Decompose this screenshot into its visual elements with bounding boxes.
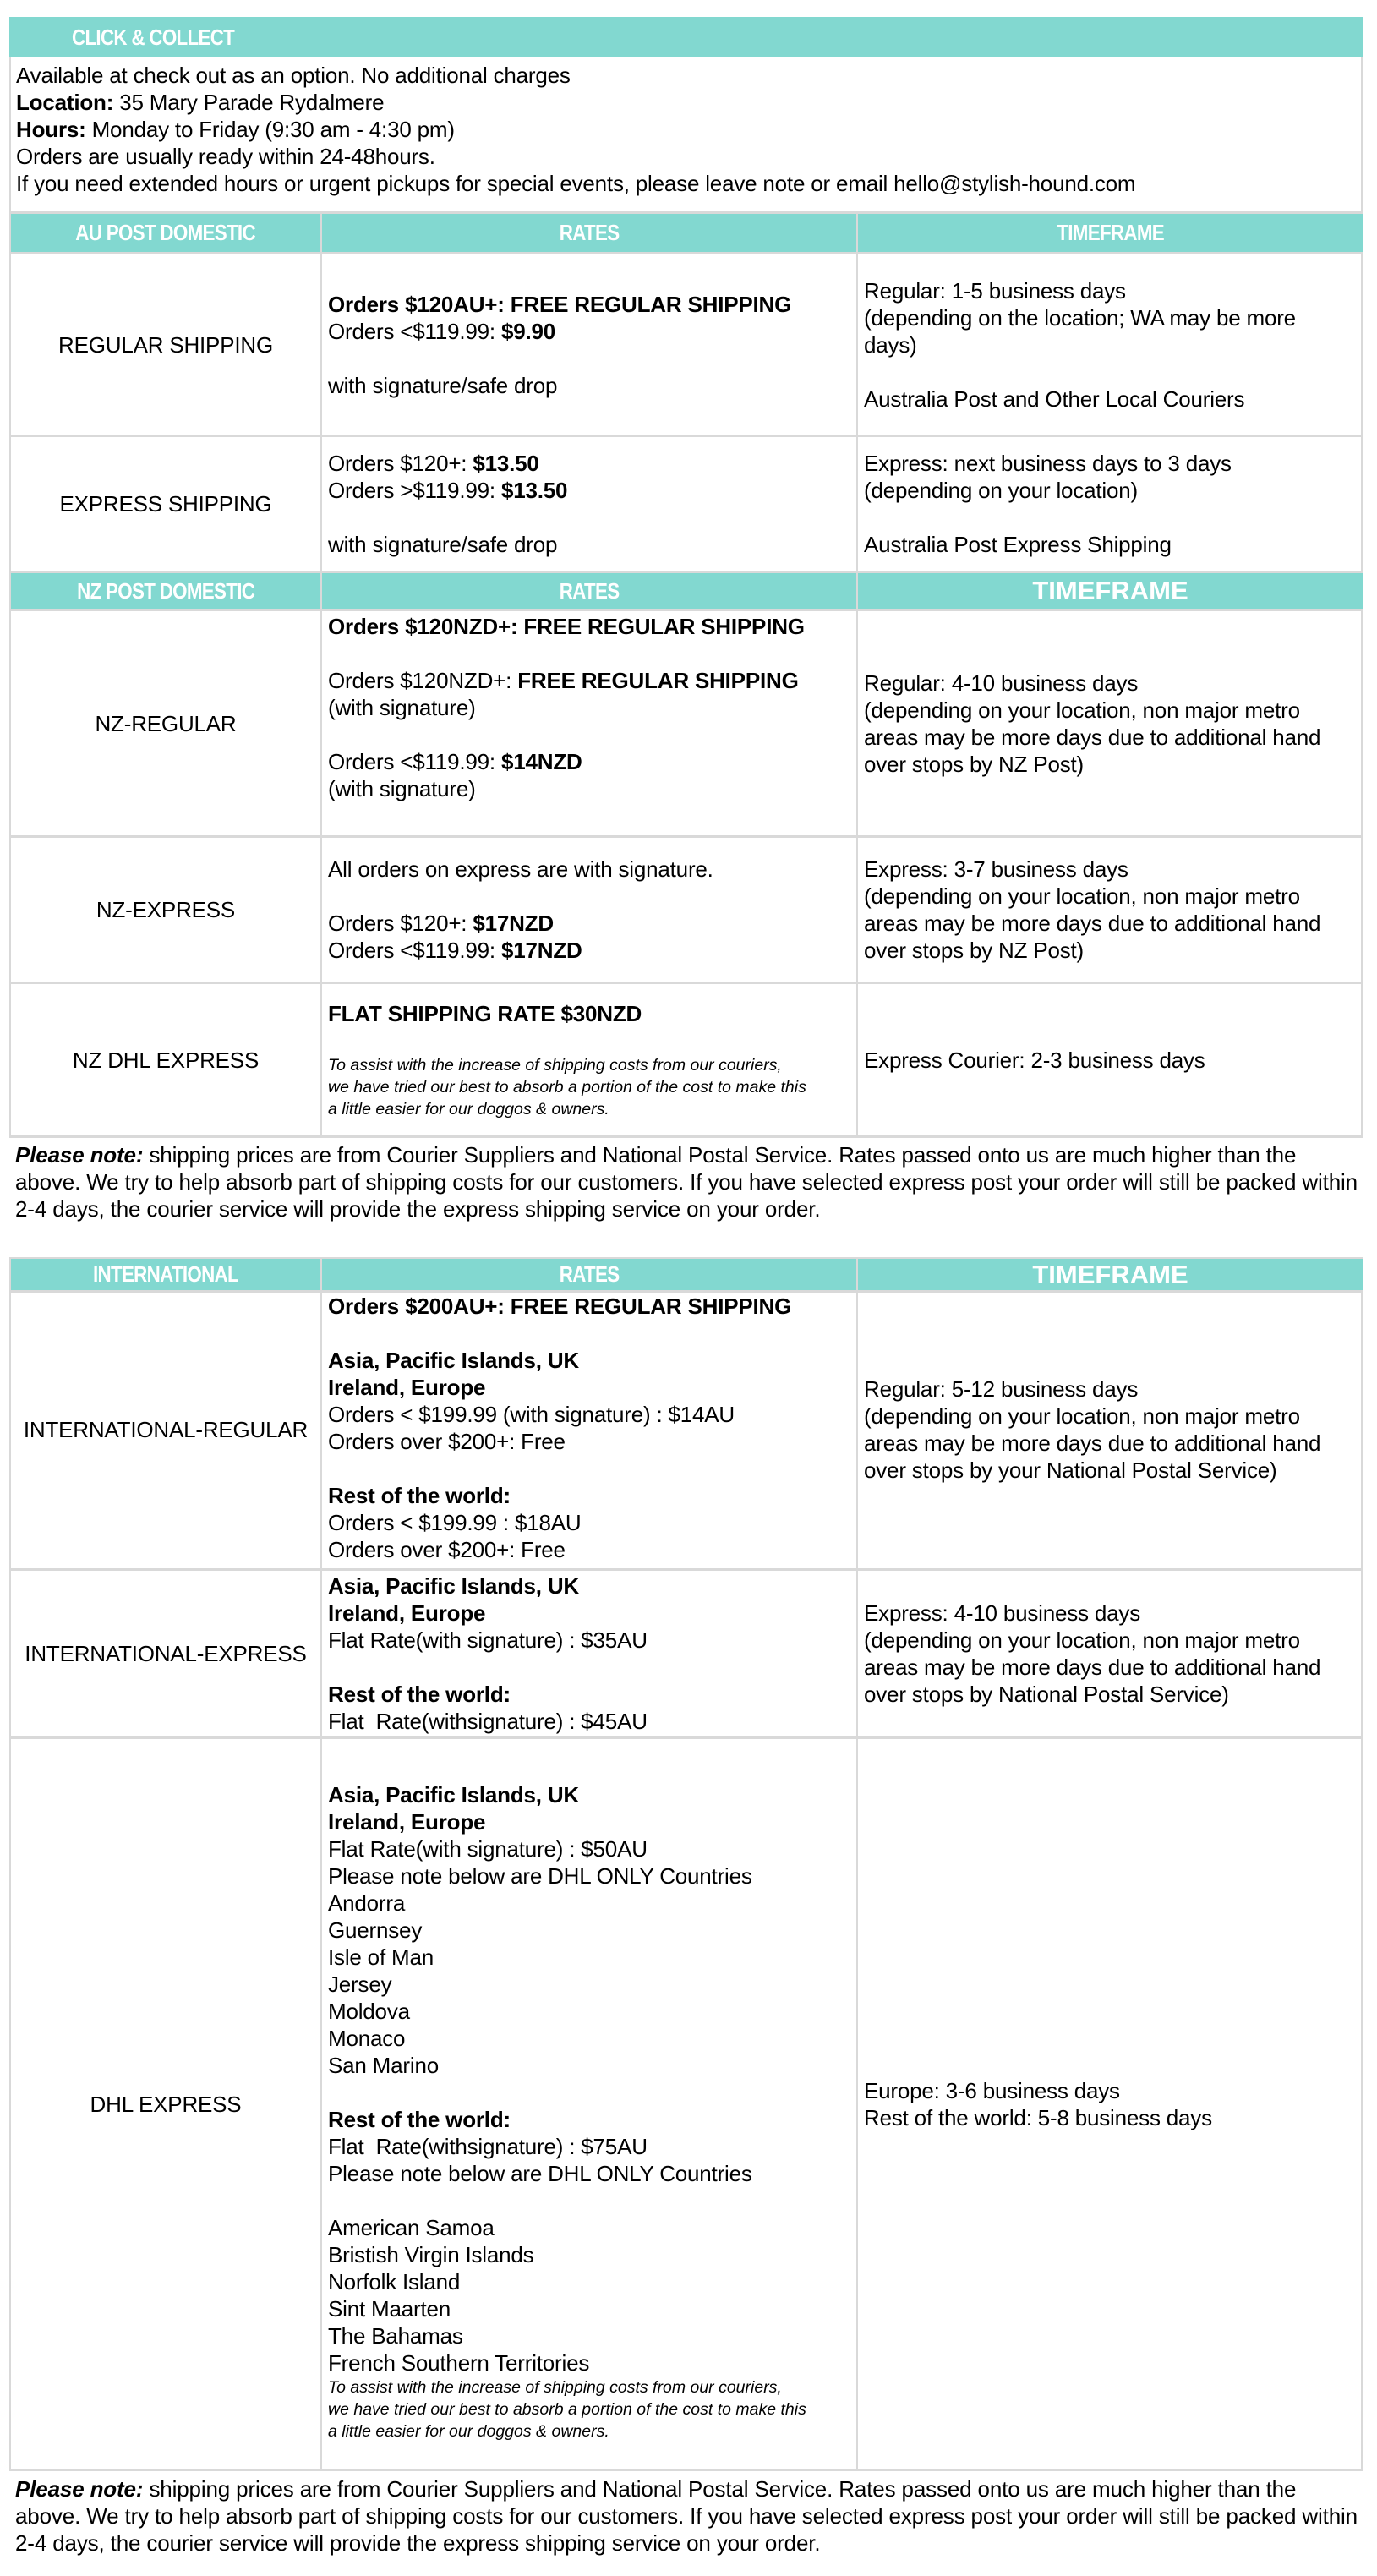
table-row [9,437,1363,573]
rate-text-bold: Orders $120AU+: FREE REGULAR SHIPPING [328,291,792,317]
rate-line [328,1401,856,1428]
blank-line [328,2187,856,2214]
rates-cell [322,437,858,573]
rate-line [328,1862,856,1890]
shipping-method-cell [11,611,322,838]
rate-line [328,1509,856,1536]
shipping-method-cell [11,437,322,573]
timeframe-cell [858,437,1363,573]
location-label: Location: [16,90,114,115]
rate-text: (with signature) [328,776,476,801]
shipping-method-cell [11,1291,322,1571]
timeframe-line: days) [864,331,917,358]
rate-line [328,1000,856,1027]
rate-text: Please note below are DHL ONLY Countries [328,1863,752,1889]
rate-text: Orders <$119.99: [328,938,501,963]
timeframe-line: Australia Post Express Shipping [864,532,1172,557]
rate-text-bold: Ireland, Europe [328,1375,486,1400]
rate-line [328,2420,856,2442]
shipping-note [15,1141,1364,1222]
rate-line [328,1998,856,2025]
rate-text: (with signature) [328,695,476,720]
rate-text-bold: Orders $120NZD+: FREE REGULAR SHIPPING [328,614,805,639]
note-label: Please note: [15,2476,144,2502]
rate-text: Flat Rate(with signature) : $50AU [328,1836,648,1862]
rate-text-bold: $17NZD [500,938,582,963]
timeframe-line: Regular: 5-12 business days [864,1376,1139,1402]
shipping-note-bottom [15,2475,1364,2557]
blank-line [328,1027,856,1054]
timeframe-line: areas may be more days due to additional hand [864,1430,1321,1456]
rate-text: Flat Rate(withsignature) : $45AU [328,1709,648,1734]
rate-text: Orders $120NZD+: [328,668,518,693]
rate-text: French Southern Territories [328,2350,590,2376]
blank-line [328,1455,856,1482]
rate-text: Andorra [328,1890,406,1916]
rate-line [328,2133,856,2160]
shipping-method-name: INTERNATIONAL-REGULAR [23,1417,309,1442]
timeframe-line: over stops by your National Postal Service) [864,1458,1277,1483]
timeframe-cell [858,838,1363,984]
rate-text: Moldova [328,1999,410,2024]
blank-line [328,640,856,667]
rate-line [328,1536,856,1563]
rates-cell [322,838,858,984]
rate-line [328,2349,856,2376]
rate-line [328,910,856,937]
rate-text: we have tried our best to absorb a portion of the cost to make this [328,1077,806,1097]
rate-text-bold: $13.50 [500,478,568,503]
rates-cell [322,254,858,437]
rate-text: Sint Maarten [328,2296,451,2322]
rate-line [328,748,856,775]
rate-line [328,291,856,318]
timeframe-line: over stops by National Postal Service) [864,1682,1229,1707]
rate-text: Orders over $200+: Free [328,1537,566,1562]
timeframe-line: (depending on your location, non major metro [864,697,1300,723]
click-collect-intro: Available at check out as an option. No additional charges [16,63,571,88]
shipping-method-name: DHL EXPRESS [90,2091,242,2117]
rate-text: Orders over $200+: Free [328,1429,566,1454]
nz-header-label: NZ POST DOMESTIC [76,577,255,604]
intl-header-col1 [11,1259,322,1293]
rates-cell [322,984,858,1138]
timeframe-line: Australia Post and Other Local Couriers [864,386,1245,412]
rate-text: a little easier for our doggos & owners. [328,1099,609,1118]
timeframe-line: Regular: 4-10 business days [864,670,1139,696]
timeframe-line: areas may be more days due to additional hand [864,1654,1321,1680]
timeframe-cell [858,1291,1363,1571]
rate-line [328,1944,856,1971]
rate-text-bold: Rest of the world: [328,2107,511,2132]
shipping-method-name: NZ-EXPRESS [96,897,236,922]
blank-line [328,1654,856,1681]
timeframe-line: over stops by NZ Post) [864,751,1085,777]
rate-line [328,1708,856,1735]
rate-text: a little easier for our doggos & owners. [328,2422,609,2441]
rate-line [328,531,856,558]
rate-line [328,318,856,345]
shipping-method-name: INTERNATIONAL-EXPRESS [25,1641,307,1666]
rate-line [328,1835,856,1862]
rate-line [328,450,856,477]
rate-text: Please note below are DHL ONLY Countries [328,2161,752,2186]
rate-line [328,1681,856,1708]
blank-line [328,883,856,910]
blank-line [328,345,856,372]
rate-text: To assist with the increase of shipping costs from our couriers, [328,1055,782,1075]
rate-line [328,1600,856,1627]
intl-header-row [9,1257,1363,1291]
hours-value: Monday to Friday (9:30 am - 4:30 pm) [85,117,455,142]
rate-text: Orders >$119.99: [328,478,501,503]
timeframe-line: Express: next business days to 3 days [864,451,1232,476]
timeframe-cell [858,254,1363,437]
rate-text: with signature/safe drop [328,532,558,557]
nz-header-timeframe: TIMEFRAME [1032,576,1188,605]
timeframe-line: Express: 3-7 business days [864,856,1128,882]
rate-text-bold: FLAT SHIPPING RATE $30NZD [328,1000,642,1026]
rate-text: Isle of Man [328,1944,434,1970]
rate-text-bold: $13.50 [473,451,539,476]
timeframe-line: Express Courier: 2-3 business days [864,1047,1205,1073]
rate-text: Flat Rate(with signature) : $35AU [328,1627,648,1653]
timeframe-line: Rest of the world: 5-8 business days [864,2104,1212,2130]
shipping-method-name: NZ DHL EXPRESS [72,1047,260,1073]
click-collect-extended: If you need extended hours or urgent pickups for special events, please leave note or email hello@stylish-hound.com [16,171,1136,196]
rate-line [328,2052,856,2079]
table-row [9,611,1363,838]
rate-line [328,1890,856,1917]
rate-line [328,667,856,694]
rate-line [328,694,856,721]
rates-cell [322,1571,858,1739]
rate-text: with signature/safe drop [328,372,558,398]
au-header-label: AU POST DOMESTIC [75,220,256,245]
au-header-col3 [858,214,1363,254]
location-value: 35 Mary Parade Rydalmere [113,90,385,115]
rate-text: Jersey [328,1972,392,1997]
rate-line [328,1808,856,1835]
rate-line [328,1917,856,1944]
rate-line [328,2160,856,2187]
au-header-col2 [322,214,858,254]
timeframe-line: Europe: 3-6 business days [864,2077,1120,2103]
rate-line [328,1971,856,1998]
shipping-method-cell [11,1571,322,1739]
intl-header-col2 [322,1259,858,1293]
shipping-method-cell [11,254,322,437]
rate-text: To assist with the increase of shipping costs from our couriers, [328,2378,782,2397]
rate-line [328,2295,856,2322]
nz-header-col2 [322,573,858,611]
timeframe-line: (depending on your location, non major metro [864,1403,1300,1429]
shipping-method-cell [11,984,322,1138]
rate-text-bold: Ireland, Europe [328,1809,486,1835]
nz-header-col1 [11,573,322,611]
click-collect-body [9,57,1363,214]
shipping-method-name: REGULAR SHIPPING [58,331,273,358]
rate-line [328,2398,856,2420]
rate-text: Monaco [328,2026,406,2051]
blank-line [864,358,1363,386]
rate-line [328,2214,856,2241]
rate-line [328,937,856,964]
rate-text: San Marino [328,2053,439,2078]
intl-header-col3 [858,1259,1363,1293]
nz-header-rates: RATES [559,577,620,604]
rate-text-bold: $17NZD [473,911,554,936]
rate-line [328,1781,856,1808]
rate-text: All orders on express are with signature. [328,856,713,882]
nz-header-row [9,573,1363,611]
table-row [9,1291,1363,1571]
blank-line [864,504,1363,531]
au-header-rates: RATES [559,220,620,245]
rate-text: American Samoa [328,2215,495,2240]
rate-text-bold: Rest of the world: [328,1483,511,1508]
rate-text: Flat Rate(withsignature) : $75AU [328,2134,648,2159]
shipping-method-name: NZ-REGULAR [95,710,237,736]
shipping-method-cell [11,1739,322,2471]
rate-line [328,1054,856,1076]
rate-text-bold: Asia, Pacific Islands, UK [328,1348,580,1373]
rate-line [328,1293,856,1320]
click-collect-hours [16,116,1361,143]
timeframe-line: (depending on your location) [864,478,1138,503]
rate-line [328,775,856,802]
rate-text: Orders <$119.99: [328,318,501,344]
rate-line [328,2376,856,2398]
note-text: shipping prices are from Courier Suppliers and National Postal Service. Rates passed onto us are much higher than the above. We try to help absorb part of shipping costs for our customers. If you have selected express post your order will still be packed within 2-4 days, the courier service will provide the express shipping service on your order. [15,1142,1358,1222]
au-header-timeframe: TIMEFRAME [1057,220,1164,245]
intl-header-timeframe: TIMEFRAME [1032,1259,1188,1289]
timeframe-line: (depending on your location, non major metro [864,1627,1300,1653]
rate-text: we have tried our best to absorb a portion of the cost to make this [328,2400,806,2419]
au-header-row [9,214,1363,254]
timeframe-line: Express: 4-10 business days [864,1600,1140,1626]
rates-cell [322,1291,858,1571]
timeframe-line: areas may be more days due to additional hand [864,911,1321,936]
rate-text-bold: Orders $200AU+: FREE REGULAR SHIPPING [328,1293,792,1319]
rate-text: Bristish Virgin Islands [328,2242,534,2267]
click-collect-ready: Orders are usually ready within 24-48hours. [16,144,435,169]
rate-text: Orders $120+: [328,451,473,476]
rate-line [328,1374,856,1401]
blank-line [328,504,856,531]
shipping-method-cell [11,838,322,984]
rates-cell [322,611,858,838]
intl-header-label: INTERNATIONAL [93,1261,238,1287]
rates-cell [322,1739,858,2471]
rate-text: Orders < $199.99 (with signature) : $14AU [328,1402,735,1427]
rate-text: Guernsey [328,1917,423,1943]
timeframe-line: (depending on the location; WA may be more [864,304,1296,331]
table-row [9,838,1363,984]
blank-line [328,2079,856,2106]
shipping-method-name: EXPRESS SHIPPING [59,491,272,517]
rate-line [328,2241,856,2268]
table-row [9,984,1363,1138]
note-label: Please note: [15,1142,144,1168]
rate-text-bold: Asia, Pacific Islands, UK [328,1573,580,1599]
rate-text-bold: $14NZD [500,749,582,774]
rate-line [328,1098,856,1120]
rate-text-bold: Rest of the world: [328,1682,511,1707]
rate-line [328,2106,856,2133]
timeframe-line: areas may be more days due to additional hand [864,724,1321,750]
rate-line [328,477,856,504]
nz-header-col3 [858,573,1363,611]
rate-line [328,1572,856,1600]
rate-line [328,613,856,640]
click-collect-header [9,17,1363,57]
table-row [9,254,1363,437]
rate-text: Orders <$119.99: [328,749,501,774]
rate-line [328,1076,856,1098]
timeframe-line: Regular: 1-5 business days [864,277,1126,304]
rate-text-bold: Asia, Pacific Islands, UK [328,1782,580,1808]
rate-line [328,2268,856,2295]
timeframe-line: (depending on your location, non major metro [864,883,1300,909]
rate-line [328,2322,856,2349]
table-row [9,1739,1363,2471]
rate-line [328,2025,856,2052]
blank-line [328,721,856,748]
rate-text-bold: FREE REGULAR SHIPPING [517,668,799,693]
rate-line [328,856,856,883]
timeframe-cell [858,1571,1363,1739]
rate-text: Norfolk Island [328,2269,461,2294]
click-collect-location [16,89,1361,116]
timeframe-cell [858,984,1363,1138]
intl-header-rates: RATES [559,1261,620,1287]
click-collect-title: CLICK & COLLECT [72,24,235,50]
timeframe-cell [858,1739,1363,2471]
rate-line [328,1482,856,1509]
note-text: shipping prices are from Courier Suppliers and National Postal Service. Rates passed onto us are much higher than the above. We try to help absorb part of shipping costs for our customers. If you have selected express post your order will still be packed within 2-4 days, the courier service will provide the express shipping service on your order. [15,2476,1358,2556]
rate-text-bold: $9.90 [500,318,556,344]
rate-line [328,1347,856,1374]
rate-text: Orders < $199.99 : $18AU [328,1510,582,1535]
rate-line [328,1428,856,1455]
rate-text: Orders $120+: [328,911,473,936]
rate-line [328,372,856,399]
hours-label: Hours: [16,117,86,142]
table-row [9,1571,1363,1739]
timeframe-cell [858,611,1363,838]
rate-text: The Bahamas [328,2323,463,2349]
rate-line [328,1627,856,1654]
blank-line [328,1320,856,1347]
rate-text-bold: Ireland, Europe [328,1600,486,1626]
au-header-col1 [11,214,322,254]
timeframe-line: over stops by NZ Post) [864,938,1085,963]
